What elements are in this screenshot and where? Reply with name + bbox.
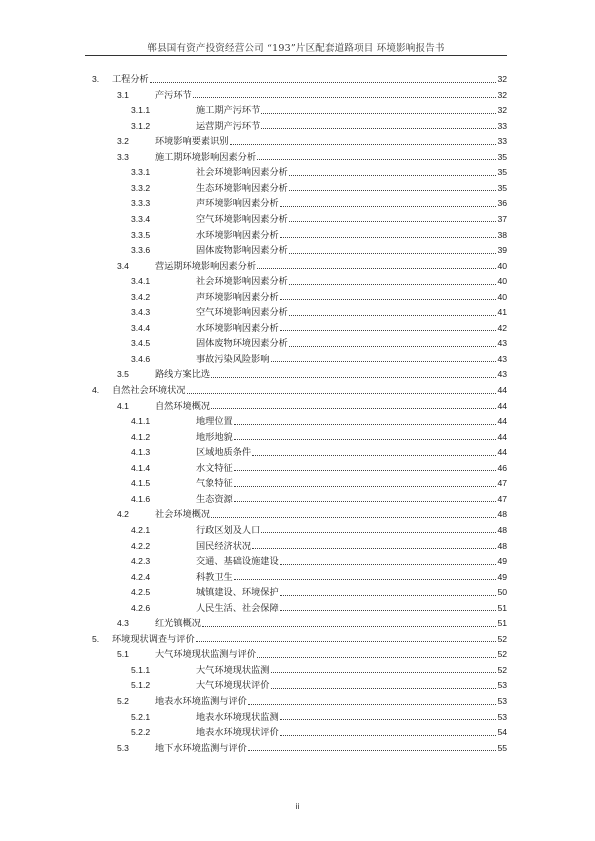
toc-entry-number: 4.2.4 bbox=[131, 571, 151, 582]
toc-entry-number: 3.1.1 bbox=[131, 105, 151, 116]
toc-entry-number: 3.4.3 bbox=[131, 307, 151, 318]
toc-entry-title: 自然环境概况 bbox=[155, 400, 211, 412]
toc-entry-title: 大气环境现状监测与评价 bbox=[155, 649, 257, 661]
toc-entry-title: 行政区划及人口 bbox=[196, 524, 261, 536]
toc-entry[interactable] bbox=[0, 119, 595, 134]
toc-entry-number: 3.3.4 bbox=[131, 213, 151, 224]
toc-entry[interactable] bbox=[0, 290, 595, 305]
toc-entry-number: 4.1.1 bbox=[131, 416, 151, 427]
toc-entry-title: 大气环境现状监测 bbox=[196, 664, 270, 676]
toc-entry-page: 35 bbox=[497, 182, 507, 193]
toc-entry[interactable] bbox=[0, 492, 595, 507]
toc-entry-page: 51 bbox=[497, 618, 507, 629]
dot-leader bbox=[252, 455, 496, 456]
toc-entry-number: 3.4.1 bbox=[131, 276, 151, 287]
toc-entry-number: 4.1 bbox=[117, 400, 129, 411]
toc-entry[interactable] bbox=[0, 570, 595, 585]
toc-entry-title: 施工期环境影响因素分析 bbox=[155, 151, 257, 163]
toc-entry-number: 5.1.2 bbox=[131, 680, 151, 691]
toc-entry-number: 5.1 bbox=[117, 649, 129, 660]
toc-entry-page: 33 bbox=[497, 136, 507, 147]
toc-entry-number: 4.1.5 bbox=[131, 478, 151, 489]
toc-entry[interactable] bbox=[0, 165, 595, 180]
toc-entry-page: 41 bbox=[497, 307, 507, 318]
toc-entry-page: 49 bbox=[497, 571, 507, 582]
toc-entry[interactable] bbox=[0, 725, 595, 740]
dot-leader bbox=[289, 315, 497, 316]
toc-entry[interactable] bbox=[0, 181, 595, 196]
toc-entry-number: 4.3 bbox=[117, 618, 129, 629]
toc-entry[interactable] bbox=[0, 72, 595, 87]
dot-leader bbox=[248, 704, 497, 705]
toc-entry-page: 49 bbox=[497, 556, 507, 567]
toc-entry-number: 3. bbox=[92, 74, 100, 84]
toc-entry-page: 43 bbox=[497, 369, 507, 380]
toc-entry[interactable] bbox=[0, 383, 595, 398]
dot-leader bbox=[289, 190, 497, 191]
toc-entry-title: 生态资源 bbox=[196, 493, 233, 505]
toc-entry-number: 4.2.1 bbox=[131, 524, 151, 535]
dot-leader bbox=[150, 82, 497, 83]
dot-leader bbox=[280, 299, 497, 300]
toc-entry-title: 空气环境影响因素分析 bbox=[196, 213, 288, 225]
toc-entry-title: 红光镇概况 bbox=[155, 618, 201, 630]
dot-leader bbox=[202, 626, 497, 627]
dot-leader bbox=[234, 470, 497, 471]
toc-entry[interactable] bbox=[0, 430, 595, 445]
toc-entry-number: 3.4 bbox=[117, 260, 129, 271]
toc-entry-number: 3.3.5 bbox=[131, 229, 151, 240]
toc-entry-number: 3.3 bbox=[117, 151, 129, 162]
dot-leader bbox=[289, 284, 497, 285]
dot-leader bbox=[261, 128, 496, 129]
toc-entry-page: 38 bbox=[497, 229, 507, 240]
toc-entry-number: 5.1.1 bbox=[131, 664, 151, 675]
toc-entry-title: 地理位置 bbox=[196, 416, 233, 428]
dot-leader bbox=[280, 206, 497, 207]
toc-entry-number: 5.3 bbox=[117, 742, 129, 753]
toc-entry-page: 33 bbox=[497, 120, 507, 131]
toc-entry[interactable] bbox=[0, 678, 595, 693]
toc-entry-page: 40 bbox=[497, 291, 507, 302]
dot-leader bbox=[211, 408, 496, 409]
toc-entry-page: 51 bbox=[497, 602, 507, 613]
toc-entry[interactable] bbox=[0, 694, 595, 709]
toc-entry[interactable] bbox=[0, 461, 595, 476]
toc-entry-page: 32 bbox=[497, 89, 507, 100]
toc-entry-page: 54 bbox=[497, 727, 507, 738]
header-divider bbox=[85, 55, 507, 56]
toc-entry-page: 53 bbox=[497, 680, 507, 691]
toc-entry-page: 36 bbox=[497, 198, 507, 209]
dot-leader bbox=[187, 393, 497, 394]
toc-entry-page: 48 bbox=[497, 509, 507, 520]
toc-entry-page: 44 bbox=[497, 416, 507, 427]
toc-entry[interactable] bbox=[0, 305, 595, 320]
dot-leader bbox=[234, 486, 497, 487]
toc-entry-title: 社会环境影响因素分析 bbox=[196, 167, 288, 179]
dot-leader bbox=[271, 672, 497, 673]
dot-leader bbox=[261, 532, 496, 533]
dot-leader bbox=[280, 595, 497, 596]
dot-leader bbox=[289, 221, 497, 222]
toc-entry-title: 事故污染风险影响 bbox=[196, 353, 270, 365]
toc-entry-title: 生态环境影响因素分析 bbox=[196, 182, 288, 194]
toc-entry-page: 48 bbox=[497, 540, 507, 551]
dot-leader bbox=[271, 361, 497, 362]
toc-entry-title: 地表水环境现状评价 bbox=[196, 727, 279, 739]
dot-leader bbox=[257, 657, 496, 658]
toc-entry[interactable] bbox=[0, 212, 595, 227]
dot-leader bbox=[234, 501, 497, 502]
page-number: ii bbox=[295, 801, 300, 811]
toc-entry-title: 城镇建设、环境保护 bbox=[196, 587, 279, 599]
toc-entry-title: 交通、基础设施建设 bbox=[196, 556, 279, 568]
toc-entry[interactable] bbox=[0, 196, 595, 211]
toc-entry-title: 地表水环境现状监测 bbox=[196, 711, 279, 723]
toc-entry-page: 32 bbox=[497, 74, 507, 84]
dot-leader bbox=[280, 330, 497, 331]
toc-entry-number: 4.1.6 bbox=[131, 493, 151, 504]
toc-entry[interactable] bbox=[0, 88, 595, 103]
dot-leader bbox=[252, 548, 496, 549]
toc-entry-page: 53 bbox=[497, 711, 507, 722]
toc-entry-page: 40 bbox=[497, 260, 507, 271]
dot-leader bbox=[234, 439, 497, 440]
dot-leader bbox=[248, 750, 497, 751]
toc-entry-title: 声环境影响因素分析 bbox=[196, 198, 279, 210]
toc-entry-page: 43 bbox=[497, 353, 507, 364]
toc-entry-number: 5. bbox=[92, 633, 100, 644]
toc-entry-number: 3.2 bbox=[117, 136, 129, 147]
toc-entry-number: 3.4.5 bbox=[131, 338, 151, 349]
toc-entry-number: 4.2.2 bbox=[131, 540, 151, 551]
toc-entry-title: 水文特征 bbox=[196, 462, 233, 474]
toc-entry[interactable] bbox=[0, 476, 595, 491]
toc-entry-title: 自然社会环境状况 bbox=[112, 385, 186, 396]
dot-leader bbox=[289, 175, 497, 176]
toc-entry-number: 3.3.6 bbox=[131, 245, 151, 256]
toc-entry-number: 3.1 bbox=[117, 89, 129, 100]
toc-entry-title: 区域地质条件 bbox=[196, 447, 252, 459]
toc-entry-page: 53 bbox=[497, 696, 507, 706]
toc-entry-title: 路线方案比选 bbox=[155, 369, 211, 381]
toc-entry-title: 固体废物影响因素分析 bbox=[196, 245, 288, 257]
toc-entry-title: 地形地貌 bbox=[196, 431, 233, 443]
dot-leader bbox=[261, 113, 496, 114]
toc-entry-title: 营运期环境影响因素分析 bbox=[155, 260, 257, 272]
toc-entry[interactable] bbox=[0, 554, 595, 569]
toc-entry[interactable] bbox=[0, 228, 595, 243]
toc-entry-page: 46 bbox=[497, 462, 507, 473]
toc-entry-number: 4.1.3 bbox=[131, 447, 151, 458]
toc-entry-number: 3.1.2 bbox=[131, 120, 151, 131]
dot-leader bbox=[230, 144, 497, 145]
toc-entry[interactable] bbox=[0, 523, 595, 538]
running-header: 郸县国有资产投资经营公司 “193”片区配套道路项目 环境影响报告书 bbox=[147, 43, 445, 54]
toc-entry[interactable] bbox=[0, 399, 595, 414]
toc-entry-page: 42 bbox=[497, 322, 507, 333]
toc-entry-title: 固体废物环境因素分析 bbox=[196, 338, 288, 350]
toc-entry[interactable] bbox=[0, 445, 595, 460]
toc-entry[interactable] bbox=[0, 243, 595, 258]
toc-entry-page: 52 bbox=[497, 664, 507, 675]
dot-leader bbox=[280, 719, 497, 720]
toc-entry-number: 5.2.2 bbox=[131, 727, 151, 738]
toc-entry-page: 52 bbox=[497, 633, 507, 644]
toc-entry[interactable] bbox=[0, 103, 595, 118]
toc-entry-number: 3.3.1 bbox=[131, 167, 151, 178]
dot-leader bbox=[211, 377, 496, 378]
dot-leader bbox=[257, 159, 496, 160]
toc-entry-number: 4.2.3 bbox=[131, 556, 151, 567]
toc-entry[interactable] bbox=[0, 601, 595, 616]
toc-entry-number: 4.2.5 bbox=[131, 587, 151, 598]
toc-entry[interactable] bbox=[0, 539, 595, 554]
toc-entry[interactable] bbox=[0, 259, 595, 274]
toc-entry-number: 4.2 bbox=[117, 509, 129, 520]
toc-entry[interactable] bbox=[0, 414, 595, 429]
toc-entry-title: 水环境影响因素分析 bbox=[196, 229, 279, 241]
toc-entry-title: 气象特征 bbox=[196, 478, 233, 490]
toc-entry[interactable] bbox=[0, 741, 595, 756]
toc-entry-page: 44 bbox=[497, 447, 507, 458]
toc-entry[interactable] bbox=[0, 710, 595, 725]
toc-entry[interactable] bbox=[0, 321, 595, 336]
toc-entry-page: 43 bbox=[497, 338, 507, 349]
toc-entry-page: 39 bbox=[497, 245, 507, 256]
dot-leader bbox=[257, 268, 496, 269]
toc-entry-page: 55 bbox=[497, 742, 507, 753]
toc-entry-number: 4.1.4 bbox=[131, 462, 151, 473]
toc-entry-page: 52 bbox=[497, 649, 507, 660]
toc-entry-title: 人民生活、社会保障 bbox=[196, 602, 279, 614]
toc-entry-title: 空气环境影响因素分析 bbox=[196, 307, 288, 319]
toc-entry-number: 3.3.3 bbox=[131, 198, 151, 209]
dot-leader bbox=[280, 237, 497, 238]
toc-entry-page: 44 bbox=[497, 385, 507, 395]
toc-entry[interactable] bbox=[0, 585, 595, 600]
dot-leader bbox=[289, 253, 497, 254]
dot-leader bbox=[280, 735, 497, 736]
dot-leader bbox=[280, 610, 497, 611]
dot-leader bbox=[234, 579, 497, 580]
toc-entry-number: 3.4.6 bbox=[131, 353, 151, 364]
toc-entry-page: 37 bbox=[497, 213, 507, 224]
toc-entry-title: 工程分析 bbox=[112, 74, 149, 85]
dot-leader bbox=[280, 564, 497, 565]
dot-leader bbox=[196, 641, 497, 642]
toc-entry-title: 大气环境现状评价 bbox=[196, 680, 270, 692]
toc-entry-number: 5.2.1 bbox=[131, 711, 151, 722]
toc-entry-title: 地下水环境监测与评价 bbox=[155, 742, 247, 754]
toc-entry[interactable] bbox=[0, 647, 595, 662]
toc-entry-title: 声环境影响因素分析 bbox=[196, 291, 279, 303]
toc-entry[interactable] bbox=[0, 507, 595, 522]
toc-entry-number: 3.4.2 bbox=[131, 291, 151, 302]
toc-entry[interactable] bbox=[0, 663, 595, 678]
toc-entry[interactable] bbox=[0, 632, 595, 647]
toc-entry[interactable] bbox=[0, 134, 595, 149]
toc-entry[interactable] bbox=[0, 352, 595, 367]
toc-entry-page: 40 bbox=[497, 276, 507, 287]
toc-entry-page: 35 bbox=[497, 151, 507, 162]
toc-entry-title: 科教卫生 bbox=[196, 571, 233, 583]
dot-leader bbox=[211, 517, 496, 518]
toc-entry-title: 施工期产污环节 bbox=[196, 105, 261, 117]
toc-entry[interactable] bbox=[0, 616, 595, 631]
toc-entry-number: 5.2 bbox=[117, 696, 129, 706]
toc-entry-page: 50 bbox=[497, 587, 507, 598]
toc-entry-title: 地表水环境监测与评价 bbox=[155, 696, 247, 707]
toc-entry-page: 32 bbox=[497, 105, 507, 116]
toc-entry-title: 环境现状调查与评价 bbox=[112, 633, 195, 645]
toc-entry-page: 44 bbox=[497, 431, 507, 442]
toc-entry-number: 4. bbox=[92, 385, 100, 395]
dot-leader bbox=[289, 346, 497, 347]
toc-entry-page: 44 bbox=[497, 400, 507, 411]
toc-entry-title: 国民经济状况 bbox=[196, 540, 252, 552]
dot-leader bbox=[271, 688, 497, 689]
toc-entry-title: 产污环节 bbox=[155, 89, 192, 101]
toc-entry-page: 35 bbox=[497, 167, 507, 178]
toc-entry-number: 3.4.4 bbox=[131, 322, 151, 333]
toc-entry-title: 环境影响要素识别 bbox=[155, 136, 229, 148]
toc-entry-title: 社会环境概况 bbox=[155, 509, 211, 521]
toc-entry-page: 48 bbox=[497, 524, 507, 535]
toc-entry-page: 47 bbox=[497, 493, 507, 504]
toc-entry-number: 3.3.2 bbox=[131, 182, 151, 193]
toc-entry[interactable] bbox=[0, 336, 595, 351]
toc-entry-title: 运营期产污环节 bbox=[196, 120, 261, 132]
toc-entry-number: 4.1.2 bbox=[131, 431, 151, 442]
toc-entry-number: 3.5 bbox=[117, 369, 129, 380]
toc-entry-page: 47 bbox=[497, 478, 507, 489]
toc-entry[interactable] bbox=[0, 274, 595, 289]
dot-leader bbox=[193, 97, 497, 98]
toc-entry-number: 4.2.6 bbox=[131, 602, 151, 613]
toc-entry-title: 社会环境影响因素分析 bbox=[196, 276, 288, 288]
dot-leader bbox=[234, 424, 497, 425]
toc-entry-title: 水环境影响因素分析 bbox=[196, 322, 279, 334]
toc-entry[interactable] bbox=[0, 367, 595, 382]
toc-entry[interactable] bbox=[0, 150, 595, 165]
